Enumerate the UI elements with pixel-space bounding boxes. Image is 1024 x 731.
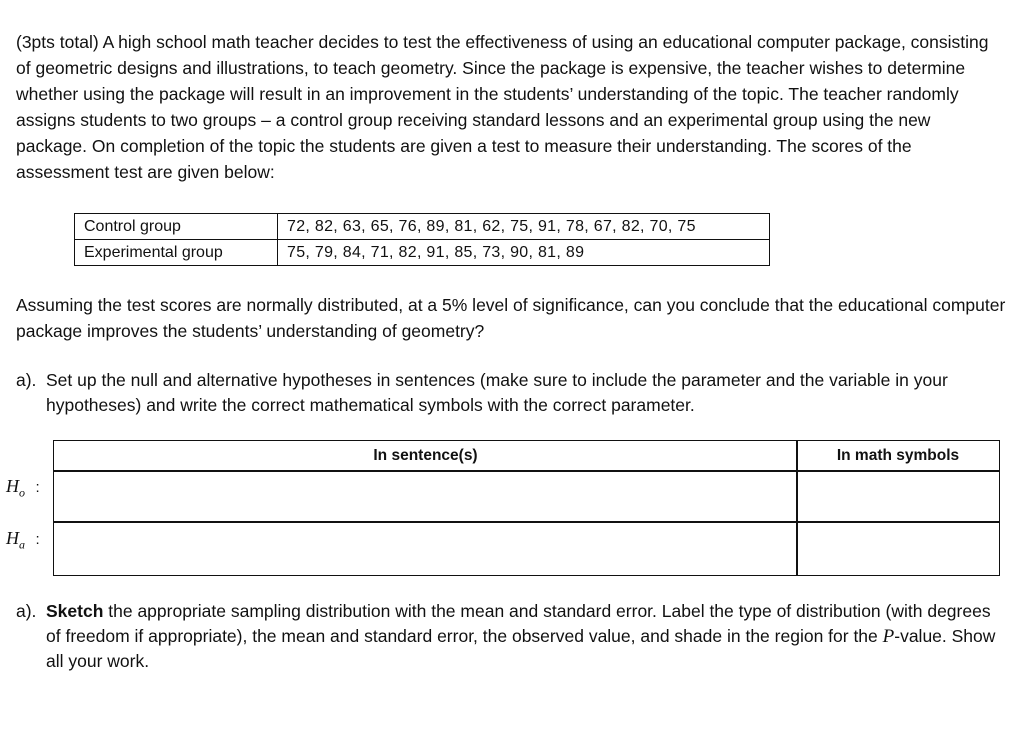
part-a1 [16, 368, 1006, 415]
alternative-hypothesis-label: $H_a$ : [6, 528, 40, 552]
scores-table [74, 213, 770, 266]
null-hypothesis-symbols-input[interactable] [796, 470, 1000, 523]
null-hypothesis-sentence-input[interactable] [53, 470, 798, 523]
p-symbol: P [882, 626, 895, 647]
scores-control: 72, 82, 63, 65, 76, 89, 81, 62, 75, 91, 78, 67, 82, 70, 75 [278, 214, 770, 240]
sketch-word: Sketch [46, 601, 104, 621]
problem-intro: (3pts total) A high school math teacher decides to test the effectiveness of using an educational computer package, consisting of geometric designs and illustrations, to teach geometry. Since the package is expensive, the teacher wishes to determine whether using the package will result in an improvement in the students’ understanding of the topic. The teacher randomly assigns students to two groups – a control group receiving standard lessons and an experimental group using the new package. On completion of the topic the students are given a test to measure their understanding. The scores of the assessment test are given below: [16, 32, 989, 182]
scores-experimental: 75, 79, 84, 71, 82, 91, 85, 73, 90, 81, 89 [278, 240, 770, 266]
hypotheses-table [0, 440, 1000, 576]
part-a2-label: a). [16, 601, 37, 621]
header-in-math-symbols: In math symbols [796, 440, 1000, 472]
part-a1-label: a). [16, 370, 37, 390]
header-in-sentences: In sentence(s) [53, 440, 798, 472]
null-hypothesis-label: $H_o$ : [6, 476, 40, 500]
part-a2-text: Sketch the appropriate sampling distribution with the mean and standard error. Label the type of distribution (with degrees of freedom if appropriate), the mean and standard error, the observed value, and shade in the region for the P-value. Show all your work. [46, 601, 996, 671]
question-text: Assuming the test scores are normally distributed, at a 5% level of significance, can you conclude that the educational computer package improves the students’ understanding of geometry? [16, 295, 1006, 341]
group-name-experimental: Experimental group [75, 240, 278, 266]
alternative-hypothesis-sentence-input[interactable] [53, 521, 798, 576]
alternative-hypothesis-symbols-input[interactable] [796, 521, 1000, 576]
table-row [75, 214, 770, 240]
table-row [75, 240, 770, 266]
group-name-control: Control group [75, 214, 278, 240]
part-a1-text: Set up the null and alternative hypotheses in sentences (make sure to include the parameter and the variable in your hypotheses) and write the correct mathematical symbols with the correct parameter. [46, 370, 948, 415]
part-a2 [16, 599, 1006, 671]
